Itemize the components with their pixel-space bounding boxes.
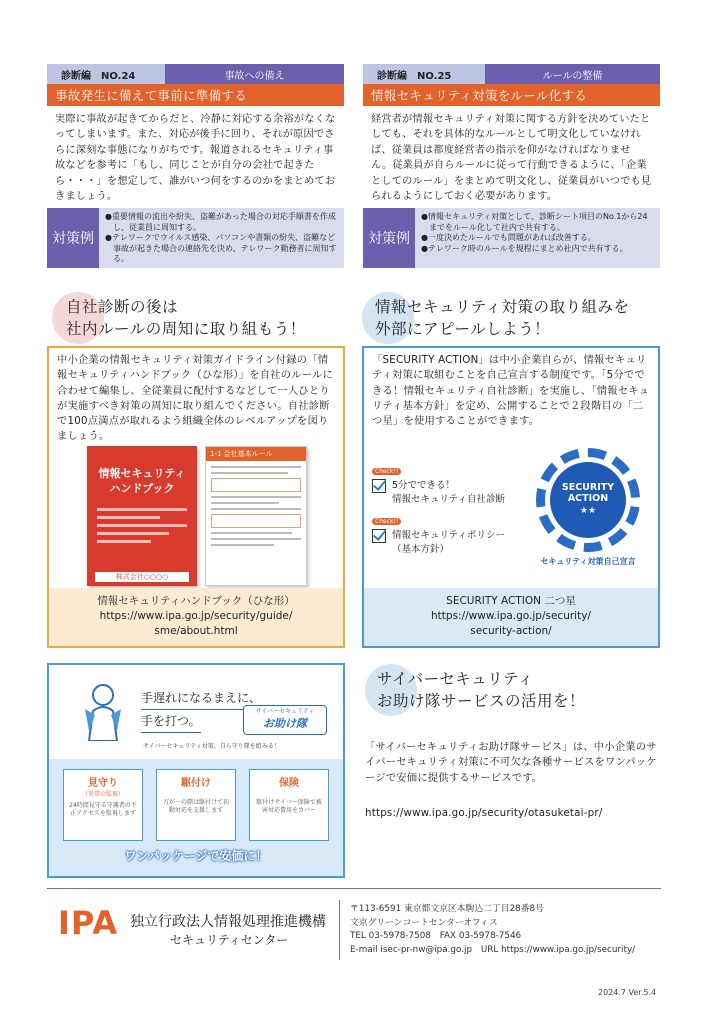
badge-text: お助け隊 xyxy=(263,717,307,730)
taisaku-block xyxy=(47,208,344,268)
logo-caption: セキュリティ対策自己宣言 xyxy=(540,557,636,566)
caption-title: 情報セキュリティハンドブック（ひな形） xyxy=(97,595,295,607)
security-action-caption xyxy=(364,588,658,646)
heading-line: 社内ルールの周知に取り組もう！ xyxy=(66,320,306,338)
section-heading-rules xyxy=(66,296,356,340)
card-no25 xyxy=(363,64,660,268)
list-item: ●テレワーク時のルールを規程にまとめ社内で共有する。 xyxy=(421,243,628,253)
card-category: 事故への備え xyxy=(165,64,344,84)
heading-line: 自社診断の後は xyxy=(66,298,179,316)
handbook-box xyxy=(47,346,345,648)
taisaku-block xyxy=(363,208,660,268)
heading-line: お助け隊サービスの活用を！ xyxy=(377,692,586,710)
check-label: 5分でできる！ xyxy=(392,480,456,491)
address-line: 〒113-6591 東京都文京区本駒込二丁目28番8号 xyxy=(350,904,544,914)
address-line: 文京グリーンコートセンターオフィス xyxy=(350,917,498,928)
org-center: セキュリティセンター xyxy=(170,933,289,947)
slogan-line: 手遅れになるまえに、 xyxy=(141,687,261,710)
checkbox-icon xyxy=(372,479,386,493)
service-title: 保険 xyxy=(279,778,299,789)
service-title: 見守り xyxy=(88,778,118,789)
card-number: 診断編 NO.25 xyxy=(363,64,485,84)
otasuketai-panel xyxy=(47,663,345,878)
security-action-box xyxy=(362,346,660,648)
footer-vline xyxy=(339,900,340,960)
badge-text: サイバーセキュリティ xyxy=(255,708,315,715)
list-item: ●一度決めたルールでも問題があれば改善する。 xyxy=(421,233,596,243)
rule-page-title: 1-1 会社基本ルール xyxy=(206,447,306,461)
caption-url[interactable]: sme/about.html xyxy=(154,625,238,637)
contact-line: TEL 03-5978-7508 FAX 03-5978-7546 xyxy=(350,931,522,941)
logo-text: ACTION xyxy=(567,493,609,504)
caption-url[interactable]: https://www.ipa.go.jp/security/ xyxy=(431,610,591,622)
panel-banner: ワンパッケージで安価に！ xyxy=(124,849,268,863)
card-body: 実際に事故が起きてからだと、冷静に対応する余裕がなくなってしまいます。また、対応が後手に回り、それが原因でさらに深刻な事態になりがちです。報道されるセキュリティ事故などを参考に「もし、同じことが自分の会社で起きたら・・・」を想定して、誰がいつ何をするのかをまとめておきましょう。 xyxy=(55,114,336,203)
slogan-line: 手を打つ。 xyxy=(141,710,201,733)
footer-address xyxy=(350,903,635,957)
check-badge: Check!! xyxy=(372,468,401,475)
heading-line: サイバーセキュリティ xyxy=(377,670,534,688)
caption-title: SECURITY ACTION 二つ星 xyxy=(446,595,576,607)
check-label: 情報セキュリティポリシー xyxy=(392,530,506,541)
caption-url[interactable]: https://www.ipa.go.jp/security/guide/ xyxy=(99,610,293,622)
service-sub: （異常の監視） xyxy=(81,791,124,798)
handbook-text: 中小企業の情報セキュリティ対策ガイドライン付録の「情報セキュリティハンドブック（ひな形）」を自社のルールに合わせて編集し、全従業員に配付するなどして一人ひとりが実施すべき対策の周知に取り組んでください。自社診断で100点満点が取れるよう組織全体のレベルアップを図りましょう。 xyxy=(57,354,333,443)
checkbox-icon xyxy=(372,529,386,543)
version: 2024.7 Ver.5.4 xyxy=(598,988,657,997)
card-number: 診断編 NO.24 xyxy=(47,64,165,84)
book-company: 株式会社○○○○ xyxy=(95,572,189,582)
check-label: 情報セキュリティ自社診断 xyxy=(392,494,506,505)
taisaku-label: 対策例 xyxy=(363,208,415,268)
star-icon: ★★ xyxy=(579,506,597,516)
otasuketai-url[interactable]: https://www.ipa.go.jp/security/otasuketai-pr/ xyxy=(365,807,603,819)
otasuketai-text: 「サイバーセキュリティお助け隊サービス」は、中小企業のサイバーセキュリティ対策に不可欠な各種サービスをワンパッケージで安価に提供するサービスです。 xyxy=(365,741,657,784)
card-title: 情報セキュリティ対策をルール化する xyxy=(363,84,660,106)
check-badge: Check!! xyxy=(372,518,401,525)
caption-url[interactable]: security-action/ xyxy=(470,625,552,637)
heading-line: 情報セキュリティ対策の取り組みを xyxy=(375,298,630,316)
check-label: （基本方針） xyxy=(392,544,450,555)
card-title: 事故発生に備えて事前に準備する xyxy=(47,84,344,106)
org-name: 独立行政法人情報処理推進機構 xyxy=(130,914,326,930)
otasuketai-badge xyxy=(243,705,327,735)
check-item-2 xyxy=(372,508,505,557)
service-box-insurance xyxy=(249,769,329,841)
handbook-cover-image xyxy=(87,446,197,586)
service-title: 駆付け xyxy=(181,778,211,789)
list-item: ●重要情報の流出や紛失、盗難があった場合の対応手順書を作成し、従業員に周知する。 xyxy=(105,212,336,232)
hero-character-icon xyxy=(81,681,125,741)
panel-bottom xyxy=(49,759,343,876)
section-heading-otasuketai xyxy=(377,668,677,712)
list-item: ●テレワークでウイルス感染、パソコンや書類の紛失、盗難など事故が起きた場合の連絡先を決め、テレワーク勤務者に周知する。 xyxy=(105,233,337,264)
service-box-dispatch xyxy=(156,769,236,841)
taisaku-label: 対策例 xyxy=(47,208,99,268)
taisaku-list xyxy=(415,208,660,268)
security-action-text: 「SECURITY ACTION」は中小企業自らが、情報セキュリティ対策に取組むことを自己宣言する制度です。「5分でできる！情報セキュリティ自社診断」を実施し、「情報セキュリティ基本方針」を定め、公開することで２段階目の「二つ星」を使用することができます。 xyxy=(372,354,650,428)
contact-line[interactable]: E-mail isec-pr-nw@ipa.go.jp URL https://www.ipa.go.jp/security/ xyxy=(350,944,636,955)
section-heading-security-action xyxy=(375,296,675,340)
card-no24 xyxy=(47,64,344,268)
taisaku-list xyxy=(99,208,344,268)
service-box-watch xyxy=(63,769,143,841)
handbook-caption xyxy=(49,588,343,646)
list-item: ●情報セキュリティ対策として、診断シート項目のNo.1から24までをルール化して社内で共有する。 xyxy=(421,212,648,232)
ipa-logo: IPA xyxy=(58,904,119,942)
service-text: 駆付けサイバー保険で被害対応費用をカバー xyxy=(256,799,322,814)
panel-subline: サイバーセキュリティ対策、自ら守り隊を組みる！ xyxy=(143,743,280,750)
card-body: 経営者が情報セキュリティ対策に関する方針を決めていたとしても、それを具体的なルールとして明文化していなければ、従業員は都度経営者の指示を仰がなければなりません。従業員が自らルールに従って行動できるように、「企業としてのルール」をまとめて明文化し、従業員がいつでも見られるようにしておく必要があります。 xyxy=(371,114,652,203)
security-action-emblem xyxy=(550,462,626,538)
card-header xyxy=(47,64,344,84)
logo-text: SECURITY xyxy=(561,482,615,493)
card-category: ルールの整備 xyxy=(485,64,660,84)
service-text: 万が一の際は駆付けて初動対応を支援します xyxy=(162,799,229,814)
book-title: 情報セキュリティ xyxy=(98,467,186,480)
card-header xyxy=(363,64,660,84)
footer-divider xyxy=(47,888,661,889)
book-title: ハンドブック xyxy=(109,482,175,495)
check-item-1 xyxy=(372,458,505,507)
rule-page-image xyxy=(205,446,307,586)
heading-line: 外部にアピールしよう！ xyxy=(375,320,551,338)
service-text: 24時間見守る守護者の不正アクセスを監視します xyxy=(69,802,137,817)
